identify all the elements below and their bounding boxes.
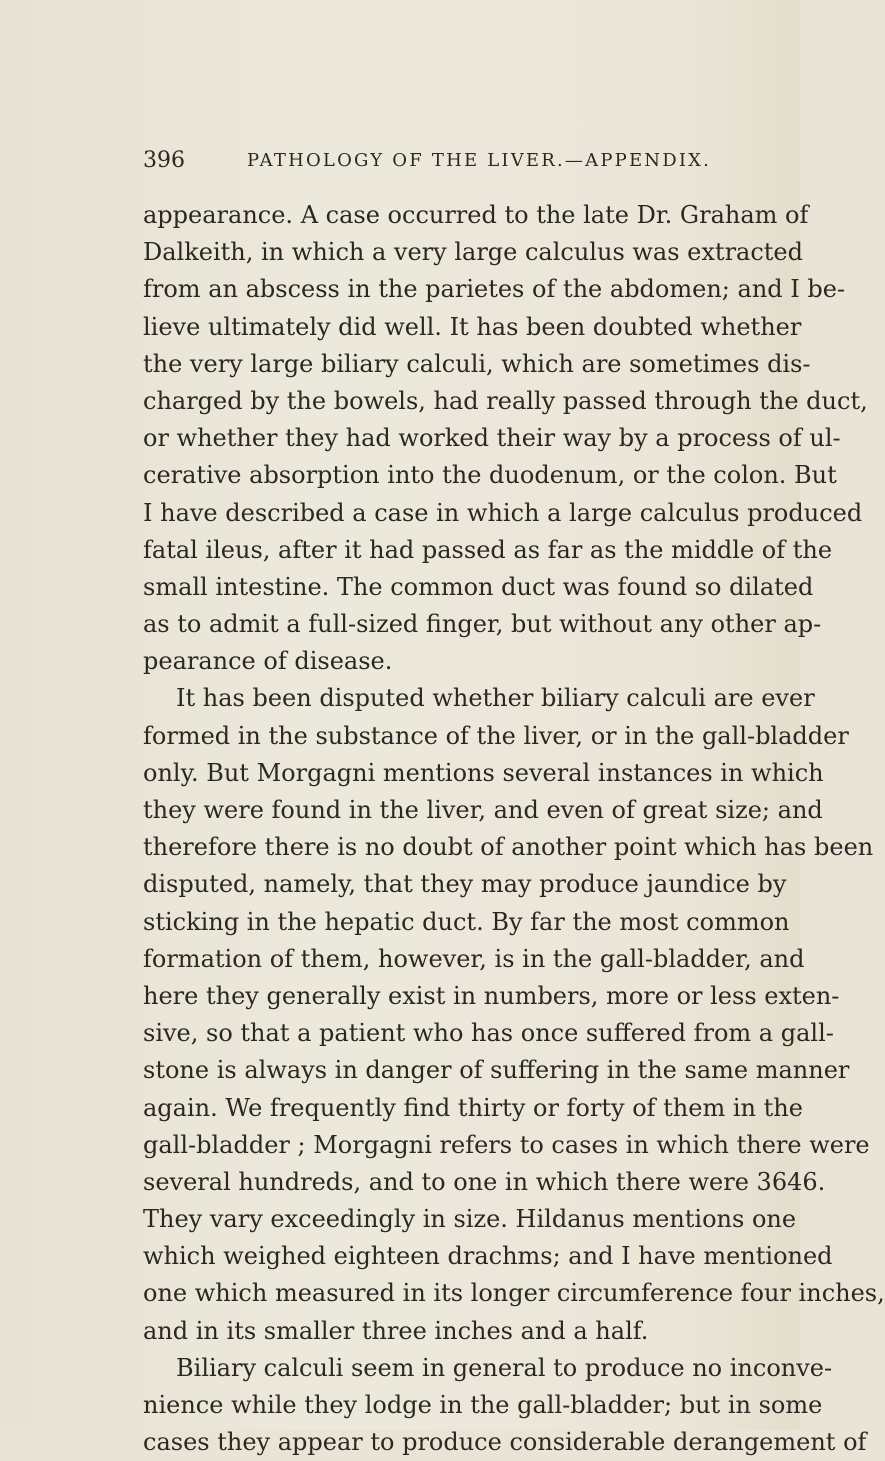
- text-line: charged by the bowels, had really passed through the duct,: [143, 386, 868, 415]
- running-head: PATHOLOGY OF THE LIVER.—APPENDIX.: [247, 150, 712, 171]
- text-line: several hundreds, and to one in which there were 3646.: [143, 1167, 826, 1196]
- text-line: fatal ileus, after it had passed as far as the middle of the: [143, 535, 833, 564]
- text-line: appearance. A case occurred to the late Dr. Graham of: [143, 201, 809, 229]
- text-line: the very large biliary calculi, which are sometimes dis-: [143, 349, 811, 378]
- text-line: they were found in the liver, and even of great size; and: [143, 796, 823, 824]
- paragraph-end-line: pearance of disease.: [143, 647, 393, 676]
- text-line: only. But Morgagni mentions several instances in which: [143, 758, 824, 787]
- paragraph-start-line: It has been disputed whether biliary calculi are ever: [176, 684, 815, 713]
- text-line: sticking in the hepatic duct. By far the most common: [143, 907, 790, 936]
- text-line: gall-bladder ; Morgagni refers to cases in which there were: [143, 1130, 870, 1159]
- text-line: formed in the substance of the liver, or in the gall-bladder: [143, 721, 849, 750]
- page-header: [143, 148, 712, 180]
- text-line: from an abscess in the parietes of the abdomen; and I be-: [143, 275, 846, 304]
- text-line: therefore there is no doubt of another point which has been: [143, 833, 874, 862]
- text-line: cases they appear to produce considerable derangement of: [143, 1428, 867, 1457]
- paragraph-start-line: Biliary calculi seem in general to produce no inconve-: [176, 1353, 833, 1382]
- text-line: which weighed eighteen drachms; and I have mentioned: [143, 1242, 833, 1271]
- text-line: stone is always in danger of suffering in the same manner: [143, 1056, 850, 1085]
- text-line: here they generally exist in numbers, more or less exten-: [143, 981, 840, 1010]
- text-line: again. We frequently find thirty or forty of them in the: [143, 1093, 803, 1122]
- text-line: nience while they lodge in the gall-bladder; but in some: [143, 1391, 823, 1419]
- text-line: or whether they had worked their way by a process of ul-: [143, 424, 841, 453]
- text-line: formation of them, however, is in the gall-bladder, and: [143, 944, 805, 973]
- paragraph-end-line: and in its smaller three inches and a half.: [143, 1316, 649, 1345]
- text-line: small intestine. The common duct was found so dilated: [143, 572, 814, 601]
- text-line: They vary exceedingly in size. Hildanus mentions one: [143, 1205, 797, 1234]
- text-line: sive, so that a patient who has once suffered from a gall-: [143, 1019, 834, 1048]
- text-line: I have described a case in which a large calculus produced: [143, 498, 863, 527]
- page-number: 396: [143, 148, 185, 173]
- text-line: one which measured in its longer circumference four inches,: [143, 1279, 885, 1308]
- text-line: Dalkeith, in which a very large calculus was extracted: [143, 238, 803, 267]
- body-text: [143, 197, 885, 1461]
- text-line: lieve ultimately did well. It has been doubted whether: [143, 312, 802, 341]
- text-line: as to admit a full-sized finger, but without any other ap-: [143, 610, 822, 639]
- text-line: cerative absorption into the duodenum, or the colon. But: [143, 461, 837, 490]
- text-line: disputed, namely, that they may produce jaundice by: [143, 870, 787, 899]
